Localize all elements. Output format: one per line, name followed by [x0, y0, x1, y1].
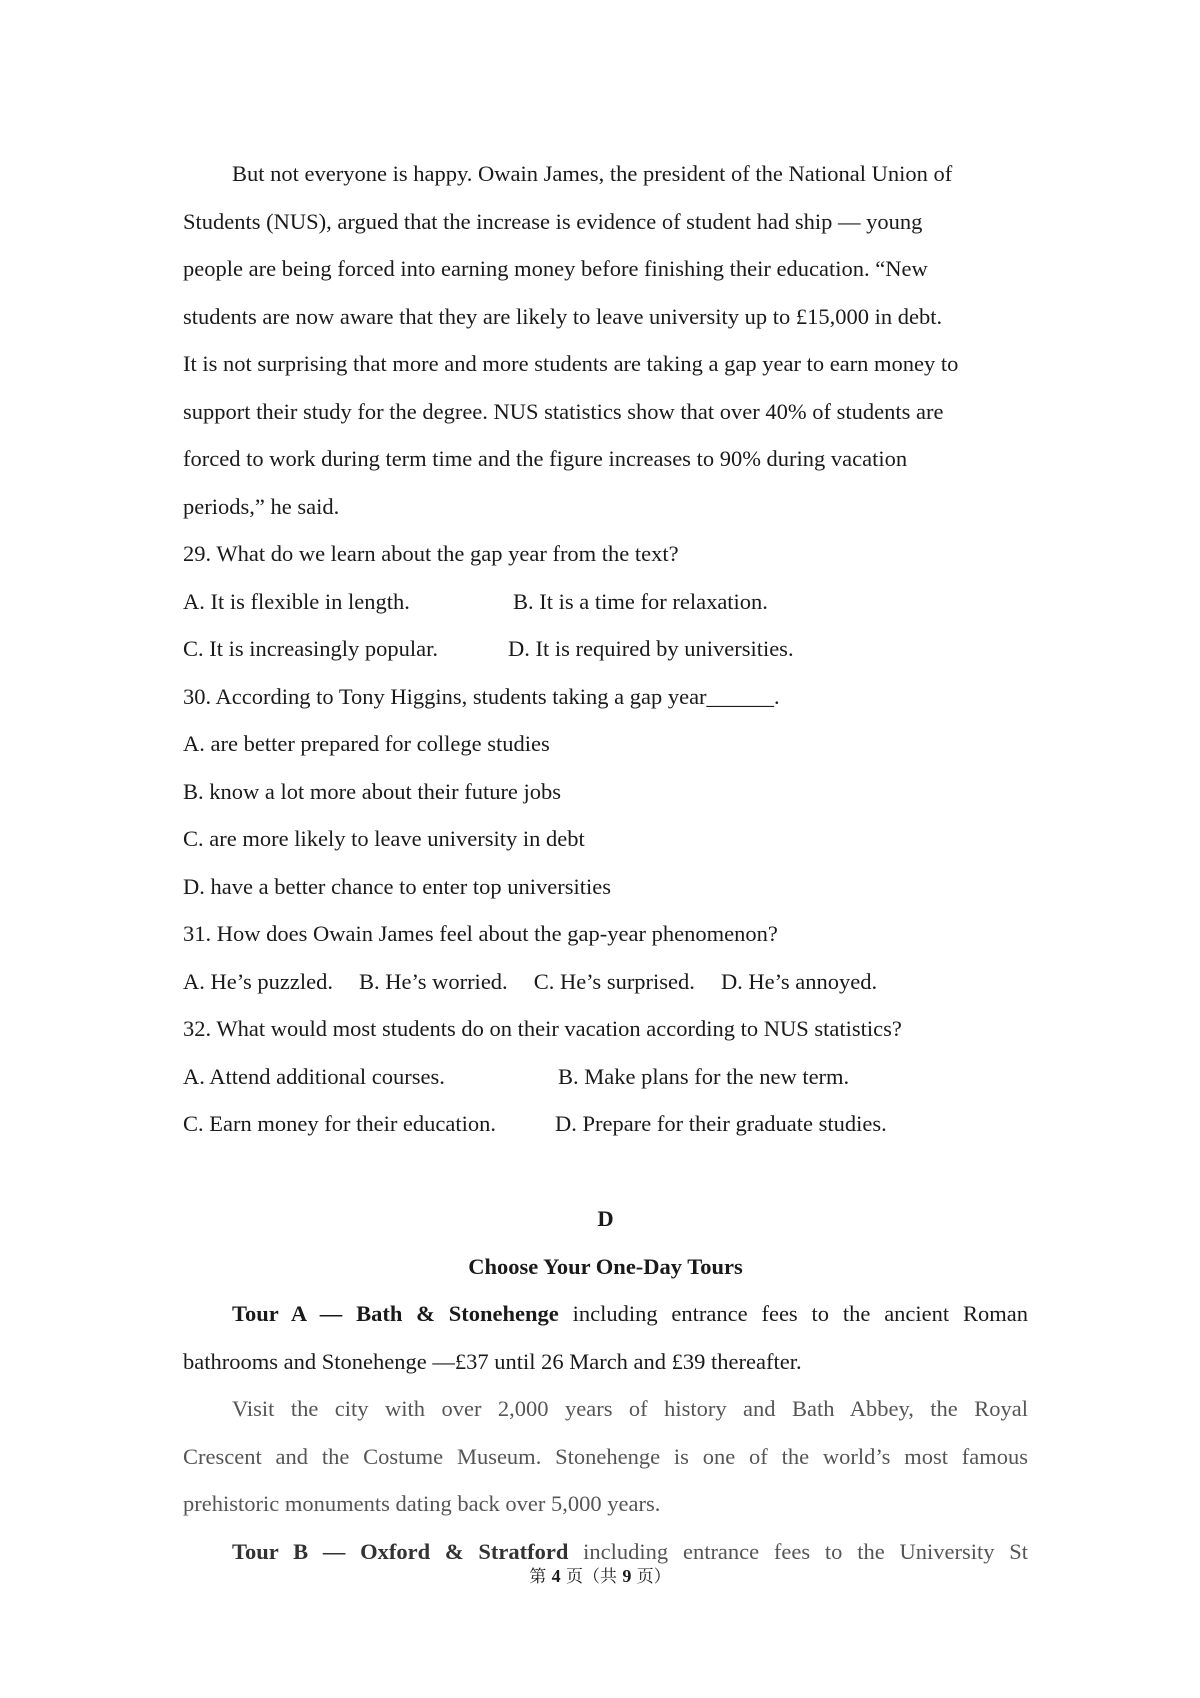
option-row	[183, 1100, 1028, 1148]
section-letter: D	[597, 1206, 614, 1231]
question-31	[183, 910, 1028, 1005]
question-32	[183, 1005, 1028, 1148]
tour-a-price-line: bathrooms and Stonehenge —£37 until 26 March and £39 thereafter.	[183, 1348, 802, 1374]
option-row	[183, 578, 1028, 626]
option-d: D. Prepare for their graduate studies.	[555, 1111, 887, 1136]
option-a: A. Attend additional courses.	[183, 1063, 445, 1089]
option-b: B. know a lot more about their future jobs	[183, 778, 562, 804]
spacer	[183, 1148, 1028, 1196]
footer-suffix: 页）	[631, 1567, 671, 1587]
question-29	[183, 530, 1028, 673]
exam-page	[183, 150, 1028, 1575]
passage-line: support their study for the degree. NUS statistics show that over 40% of students are	[183, 398, 944, 424]
question-stem: 31. How does Owain James feel about the gap-year phenomenon?	[183, 921, 778, 946]
passage-line: Students (NUS), argued that the increase is evidence of student had ship — young	[183, 208, 923, 234]
page-number: 4	[551, 1566, 561, 1586]
passage-line: students are now aware that they are likely to leave university up to £15,000 in debt.	[183, 303, 943, 329]
section-title: Choose Your One-Day Tours	[468, 1253, 743, 1279]
option-b: B. It is a time for relaxation.	[513, 588, 768, 614]
option-c: C. Earn money for their education.	[183, 1111, 497, 1136]
tour-a	[183, 1290, 1028, 1528]
passage-line: periods,” he said.	[183, 493, 340, 519]
tour-b-line1-rest: including entrance fees to the University St	[568, 1538, 1028, 1564]
passage-line: people are being forced into earning money before finishing their education. “New	[183, 256, 928, 281]
passage-line: forced to work during term time and the figure increases to 90% during vacation	[183, 446, 908, 471]
option-c: C. He’s surprised.	[533, 968, 695, 994]
option-a: A. He’s puzzled.	[183, 968, 333, 994]
option-d: D. It is required by universities.	[508, 636, 794, 661]
tour-a-heading-line	[183, 1290, 1028, 1338]
question-stem: 30. According to Tony Higgins, students taking a gap year______.	[183, 683, 780, 709]
footer-middle: 页（共	[560, 1567, 623, 1587]
tour-a-line1-rest: including entrance fees to the ancient Roman	[558, 1301, 1028, 1326]
option-c: C. are more likely to leave university in debt	[183, 826, 585, 851]
question-stem: 29. What do we learn about the gap year from the text?	[183, 541, 679, 566]
option-b: B. Make plans for the new term.	[558, 1063, 850, 1089]
tour-a-desc-line: Visit the city with over 2,000 years of history and Bath Abbey, the Royal	[232, 1396, 1028, 1421]
option-d: D. He’s annoyed.	[720, 968, 878, 994]
option-row	[183, 958, 1028, 1006]
passage-line: But not everyone is happy. Owain James, the president of the National Union of	[232, 161, 953, 186]
option-row	[183, 1053, 1028, 1101]
option-row	[183, 625, 1028, 673]
option-a: A. are better prepared for college studies	[183, 731, 550, 756]
tour-a-desc-line: prehistoric monuments dating back over 5,000 years.	[183, 1491, 661, 1516]
question-stem: 32. What would most students do on their vacation according to NUS statistics?	[183, 1016, 902, 1041]
option-d: D. have a better chance to enter top universities	[183, 873, 611, 899]
passage-line: It is not surprising that more and more students are taking a gap year to earn money to	[183, 351, 959, 376]
tour-a-desc-line: Crescent and the Costume Museum. Stonehenge is one of the world’s most famous	[183, 1443, 1028, 1469]
option-a: A. It is flexible in length.	[183, 588, 410, 614]
option-b: B. He’s worried.	[358, 968, 508, 994]
passage-paragraph	[183, 150, 1028, 530]
question-30	[183, 673, 1028, 911]
option-c: C. It is increasingly popular.	[183, 636, 438, 661]
tour-a-name: Tour A — Bath & Stonehenge	[232, 1301, 559, 1326]
tour-b-name: Tour B — Oxford & Stratford	[232, 1538, 569, 1564]
page-footer	[0, 1562, 1200, 1587]
footer-prefix: 第	[529, 1567, 552, 1587]
page-total: 9	[622, 1566, 632, 1586]
